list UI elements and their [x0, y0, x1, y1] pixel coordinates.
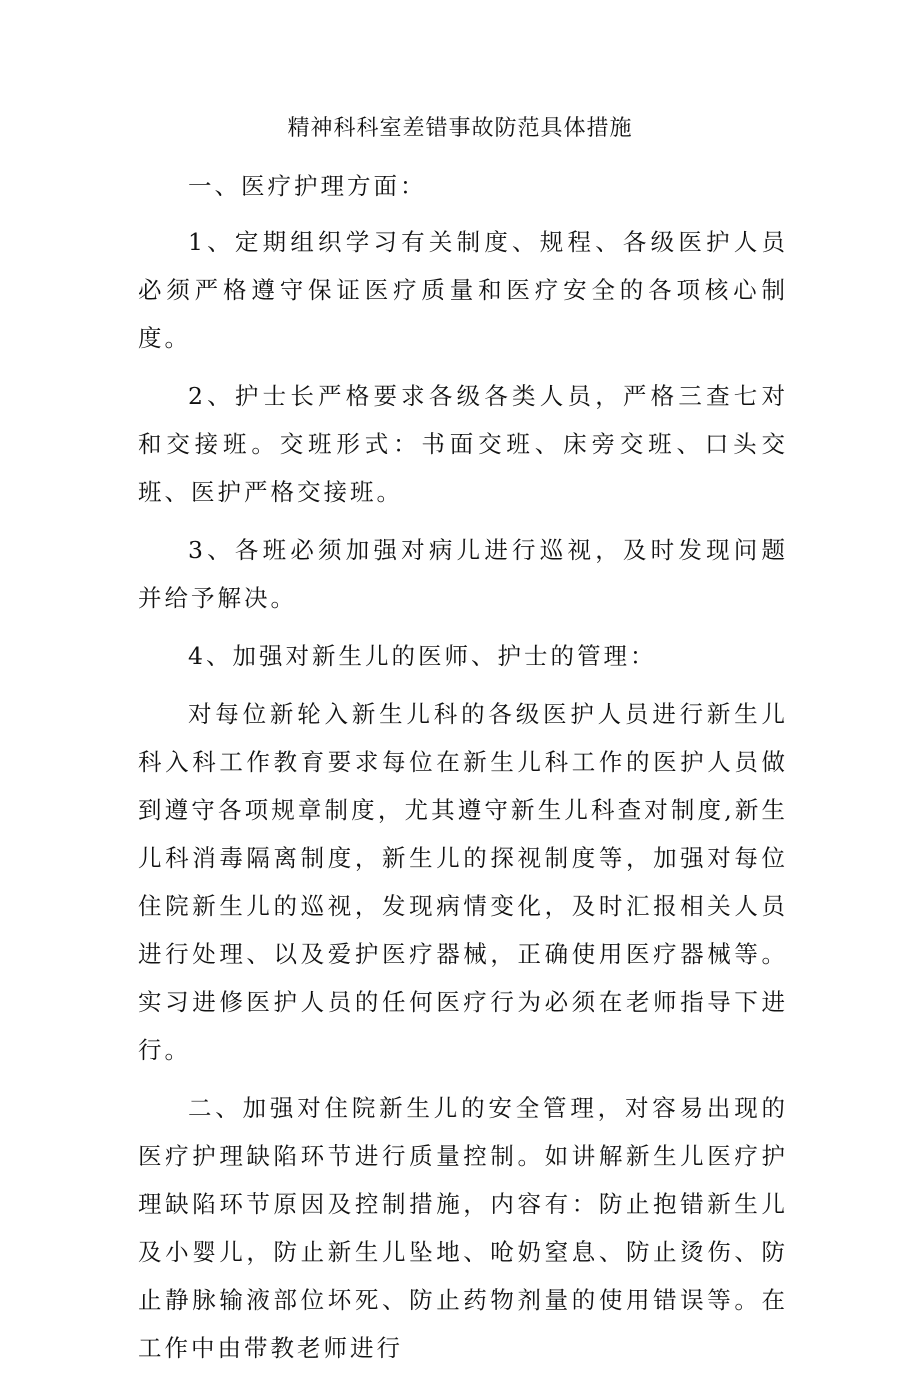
paragraph-item-1: 1、定期组织学习有关制度、规程、各级医护人员必须严格遵守保证医疗质量和医疗安全的各项核心制度。 — [138, 228, 788, 352]
section-two-paragraph: 二、加强对住院新生儿的安全管理，对容易出现的医疗护理缺陷环节进行质量控制。如讲解新生儿医疗护理缺陷环节原因及控制措施，内容有：防止抱错新生儿及小婴儿，防止新生儿坠地、呛奶窒息、防止烫伤、防止静脉输液部位坏死、防止药物剂量的使用错误等。在工作中由带教老师进行 — [138, 1094, 788, 1362]
document-title: 精神科科室差错事故防范具体措施 — [287, 116, 633, 141]
document-body — [138, 162, 788, 1382]
paragraph-item-2: 2、护士长严格要求各级各类人员，严格三查七对和交接班。交班形式：书面交班、床旁交班、口头交班、医护严格交接班。 — [138, 382, 788, 506]
paragraph-new-staff-education: 对每位新轮入新生儿科的各级医护人员进行新生儿科入科工作教育要求每位在新生儿科工作的医护人员做到遵守各项规章制度，尤其遵守新生儿科查对制度,新生儿科消毒隔离制度，新生儿的探视制度等，加强对每位住院新生儿的巡视，发现病情变化，及时汇报相关人员进行处理、以及爱护医疗器械，正确使用医疗器械等。实习进修医护人员的任何医疗行为必须在老师指导下进行。 — [138, 700, 788, 1064]
paragraph-item-4: 4、加强对新生儿的医师、护士的管理： — [188, 642, 657, 670]
paragraph-item-3: 3、各班必须加强对病儿进行巡视，及时发现问题并给予解决。 — [138, 536, 788, 612]
section-heading-medical-nursing: 一、医疗护理方面： — [188, 172, 427, 200]
